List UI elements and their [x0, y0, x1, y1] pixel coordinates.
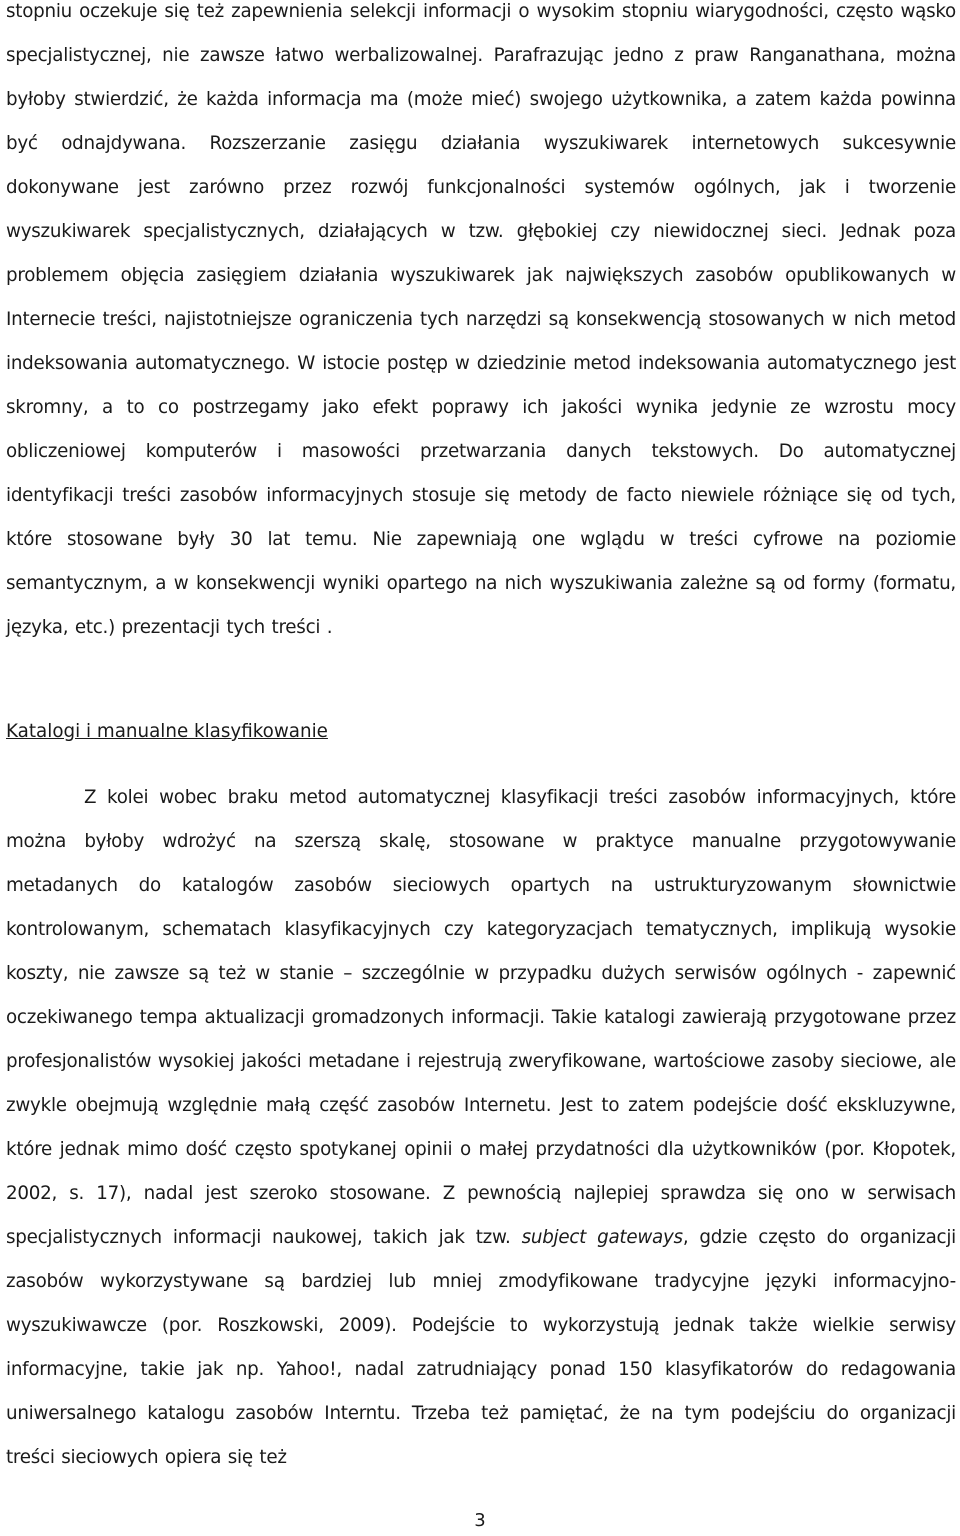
body-paragraph-1: stopniu oczekuje się też zapewnienia selekcji informacji o wysokim stopniu wiarygodności, często wąsko specjalistycznej, nie zawsze łatwo werbalizowalnej. Parafrazując jedno z praw Ranganathana, można byłoby stwierdzić, że każda informacja ma (może mieć) swojego użytkownika, a zatem każda powinna być odnajdywana. Rozszerzanie zasięgu działania wyszukiwarek internetowych sukcesywnie dokonywane jest zarówno przez rozwój funkcjonalności systemów ogólnych, jak i tworzenie wyszukiwarek specjalistycznych, działających w tzw. głębokiej czy niewidocznej sieci. Jednak poza problemem objęcia zasięgiem działania wyszukiwarek jak największych zasobów opublikowanych w Internecie treści, najistotniejsze ograniczenia tych narzędzi są konsekwencją stosowanych w nich metod indeksowania automatycznego. W istocie postęp w dziedzinie metod indeksowania automatycznego jest skromny, a to co postrzegamy jako efekt poprawy ich jakości wynika jedynie ze wzrostu mocy obliczeniowej komputerów i masowości przetwarzania danych tekstowych. Do automatycznej identyfikacji treści zasobów informacyjnych stosuje się metody de facto niewiele różniące się od tych, które stosowane były 30 lat temu. Nie zapewniają one wglądu w treści cyfrowe na poziomie semantycznym, a w konsekwencji wyniki opartego na nich wyszukiwania zależne są od formy (formatu, języka, etc.) prezentacji tych treści . — [6, 1, 956, 638]
body-paragraph-2 — [6, 776, 956, 1480]
paragraph-2-text-a: Z kolei wobec braku metod automatycznej klasyfikacji treści zasobów informacyjnych, które można byłoby wdrożyć na szerszą skalę, stosowane w praktyce manualne przygotowywanie metadanych do katalogów zasobów sieciowych opartych na ustrukturyzowanym słownictwie kontrolowanym, schematach klasyfikacyjnych czy kategoryzacjach tematycznych, implikują wysokie koszty, nie zawsze są też w stanie – szczególnie w przypadku dużych serwisów ogólnych - zapewnić oczekiwanego tempa aktualizacji gromadzonych informacji. Takie katalogi zawierają przygotowane przez profesjonalistów wysokiej jakości metadane i rejestrują zweryfikowane, wartościowe zasoby sieciowe, ale zwykle obejmują względnie małą część zasobów Internetu. Jest to zatem podejście dość ekskluzywne, które jednak mimo dość często spotykanej opinii o małej przydatności dla użytkowników (por. Kłopotek, 2002, s. 17), nadal jest szeroko stosowane. Z pewnością najlepiej sprawdza się ono w serwisach specjalistycznych informacji naukowej, takich jak tzw. — [6, 787, 956, 1248]
paragraph-2-text-b: , gdzie często do organizacji zasobów wykorzystywane są bardziej lub mniej zmodyfikowane tradycyjne języki informacyjno-wyszukiwawcze (por. Roszkowski, 2009). Podejście to wykorzystują jednak także wielkie serwisy informacyjne, takie jak np. Yahoo!, nadal zatrudniający ponad 150 klasyfikatorów do redagowania uniwersalnego katalogu zasobów Interntu. Trzeba też pamiętać, że na tym podejściu do organizacji treści sieciowych opiera się też — [6, 1227, 956, 1468]
page-number: 3 — [474, 1510, 486, 1531]
paragraph-2-italic-term: subject gateways — [521, 1227, 683, 1248]
section-heading: Katalogi i manualne klasyfikowanie — [6, 721, 328, 742]
document-page — [6, 0, 956, 1468]
